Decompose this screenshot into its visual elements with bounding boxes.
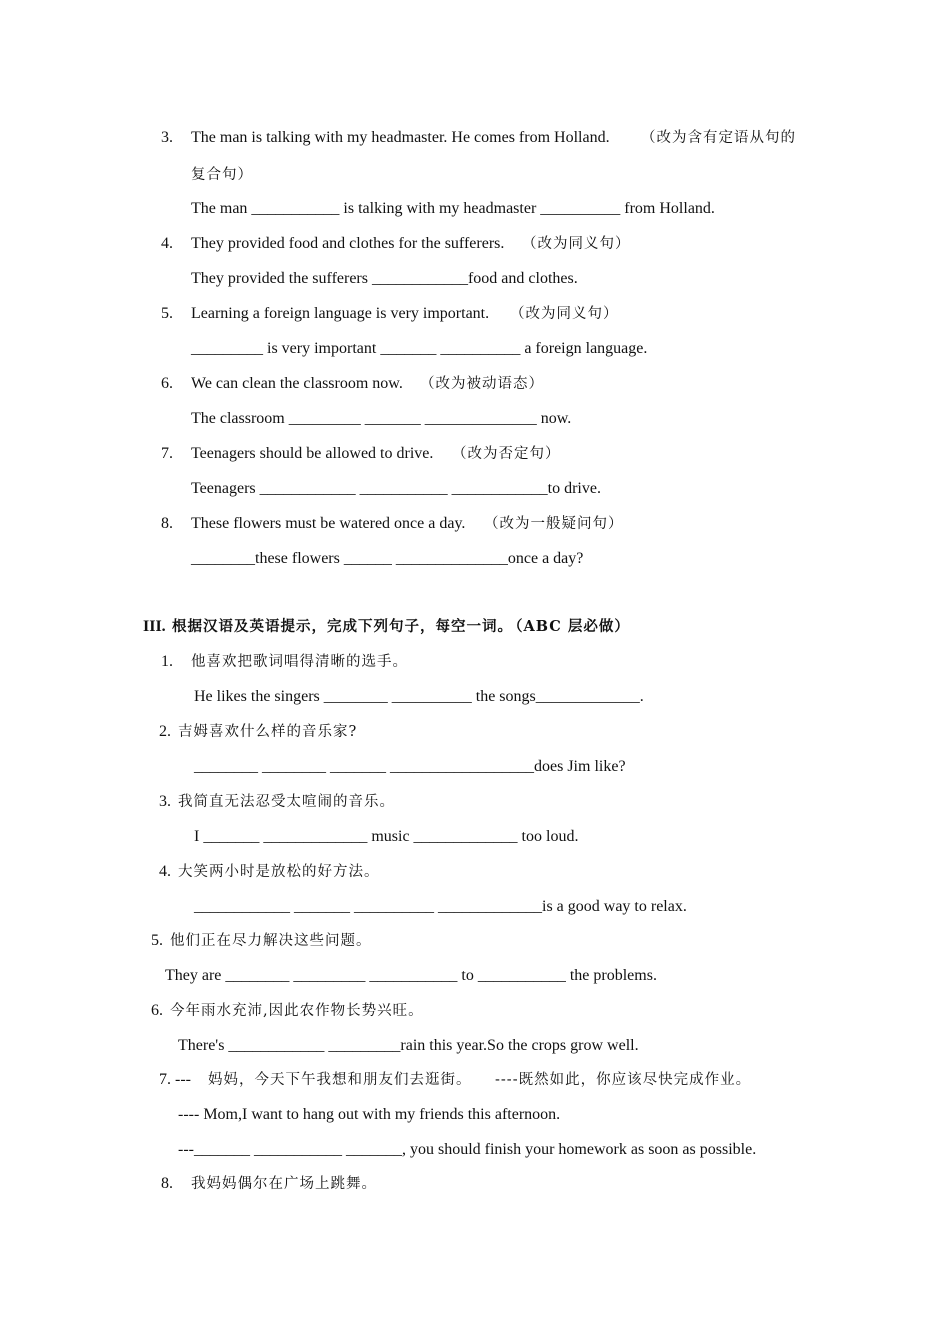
p3-q1-chinese: 他喜欢把歌词唱得清晰的选手。 — [191, 654, 408, 670]
p3-q4-number: 4. — [159, 863, 171, 880]
p3-q8-chinese: 我妈妈偶尔在广场上跳舞。 — [191, 1176, 377, 1192]
q8-sentence: These flowers must be watered once a day. — [191, 515, 466, 532]
q3-hint-cont: 复合句） — [191, 167, 253, 183]
q6-number: 6. — [161, 375, 173, 392]
q4-hint: （改为同义句） — [522, 236, 631, 252]
p3-q7-chinese-a: 妈妈，今天下午我想和朋友们去逛街。 — [208, 1072, 472, 1088]
q7-answer-line[interactable]: Teenagers ____________ ___________ ____________to drive. — [191, 480, 601, 497]
q3-number: 3. — [161, 129, 173, 146]
p3-q6-chinese: 今年雨水充沛,因此农作物长势兴旺。 — [170, 1003, 424, 1019]
q8-answer-line[interactable]: ________these flowers ______ ______________once a day? — [191, 550, 584, 567]
p3-q6-answer-line[interactable]: There's ____________ _________rain this year.So the crops grow well. — [178, 1037, 639, 1054]
p3-q3-chinese: 我简直无法忍受太喧闹的音乐。 — [178, 794, 395, 810]
q3-answer-line[interactable]: The man ___________ is talking with my headmaster __________ from Holland. — [191, 200, 715, 217]
section-heading-text: 根据汉语及英语提示，完成下列句子，每空一词。 — [172, 618, 513, 635]
section-heading-level: （ABC 层必做） — [508, 618, 630, 635]
p3-q3-answer-line[interactable]: I _______ _____________ music _____________ too loud. — [194, 828, 579, 845]
p3-q5-number: 5. — [151, 932, 163, 949]
p3-q7-english-line: ---- Mom,I want to hang out with my friends this afternoon. — [178, 1106, 561, 1123]
q5-number: 5. — [161, 305, 173, 322]
q4-number: 4. — [161, 235, 173, 252]
p3-q2-number: 2. — [159, 723, 171, 740]
p3-q7-chinese-b: ----既然如此，你应该尽快完成作业。 — [495, 1072, 752, 1088]
q4-sentence: They provided food and clothes for the sufferers. — [191, 235, 505, 252]
q5-answer-line[interactable]: _________ is very important _______ __________ a foreign language. — [191, 340, 648, 357]
q6-hint: （改为被动语态） — [420, 376, 544, 392]
p3-q1-answer-line[interactable]: He likes the singers ________ __________ the songs_____________. — [194, 688, 644, 705]
p3-q1-number: 1. — [161, 653, 173, 670]
p3-q3-number: 3. — [159, 793, 171, 810]
q8-hint: （改为一般疑问句） — [484, 516, 624, 532]
q7-hint: （改为否定句） — [452, 446, 561, 462]
q7-sentence: Teenagers should be allowed to drive. — [191, 445, 434, 462]
q6-answer-line[interactable]: The classroom _________ _______ ______________ now. — [191, 410, 572, 427]
p3-q7-number: 7. --- — [159, 1071, 191, 1088]
q3-sentence: The man is talking with my headmaster. He comes from Holland. — [191, 129, 610, 146]
p3-q2-answer-line[interactable]: ________ ________ _______ __________________does Jim like? — [194, 758, 626, 775]
q3-hint: （改为含有定语从句的 — [641, 130, 796, 146]
p3-q5-chinese: 他们正在尽力解决这些问题。 — [170, 933, 372, 949]
q8-number: 8. — [161, 515, 173, 532]
p3-q4-answer-line[interactable]: ____________ _______ __________ _____________is a good way to relax. — [194, 898, 687, 915]
q5-hint: （改为同义句） — [510, 306, 619, 322]
section-heading-roman: III. — [143, 618, 166, 635]
q4-answer-line[interactable]: They provided the sufferers ____________food and clothes. — [191, 270, 578, 287]
q5-sentence: Learning a foreign language is very important. — [191, 305, 490, 322]
p3-q4-chinese: 大笑两小时是放松的好方法。 — [178, 864, 380, 880]
p3-q6-number: 6. — [151, 1002, 163, 1019]
q7-number: 7. — [161, 445, 173, 462]
p3-q2-chinese: 吉姆喜欢什么样的音乐家? — [178, 724, 358, 740]
p3-q7-answer-line[interactable]: ---_______ ___________ _______, you should finish your homework as soon as possible. — [178, 1141, 757, 1158]
p3-q5-answer-line[interactable]: They are ________ _________ ___________ to ___________ the problems. — [165, 967, 657, 984]
q6-sentence: We can clean the classroom now. — [191, 375, 403, 392]
p3-q8-number: 8. — [161, 1175, 173, 1192]
